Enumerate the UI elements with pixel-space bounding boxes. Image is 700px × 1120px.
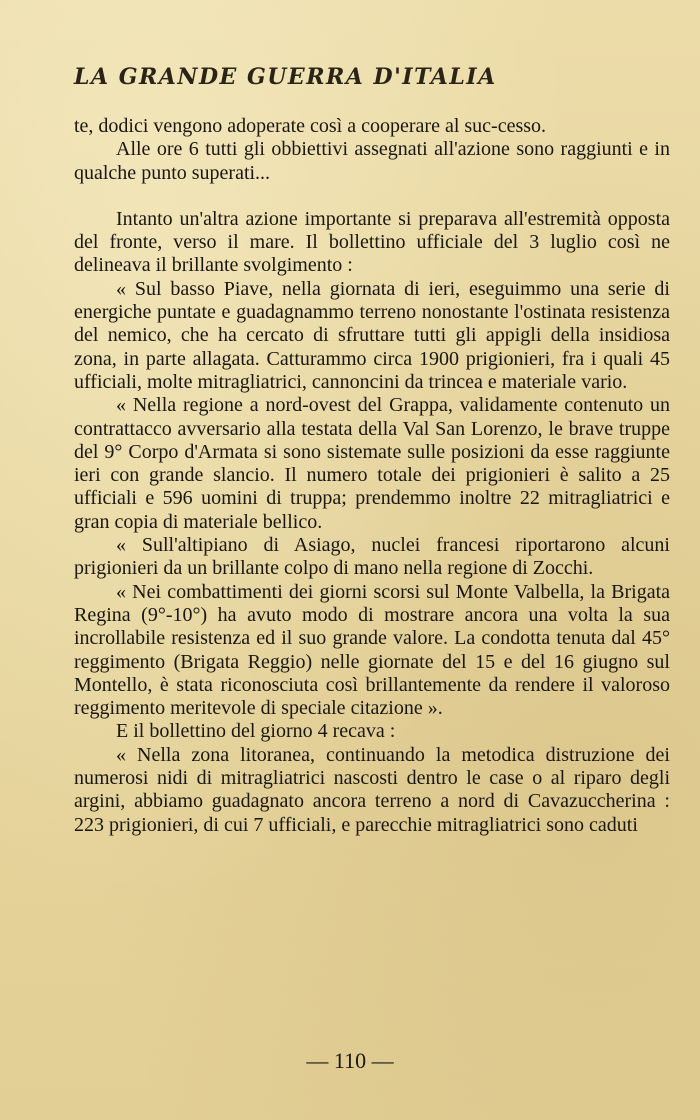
body-text — [74, 115, 670, 837]
paragraph: « Nei combattimenti dei giorni scorsi sul Monte Valbella, la Brigata Regina (9°-10°) ha avuto modo di mostrare ancora una volta la sua incrollabile resistenza ed il suo grande valore. La condotta tenuta dal 45° reggimento (Brigata Reggio) nelle giornate del 15 e del 16 giugno sul Montello, è stata riconosciuta così brillantemente da rendere il valoroso reggimento meritevole di speciale citazione ». — [74, 580, 670, 720]
paragraph: « Sull'altipiano di Asiago, nuclei francesi riportarono alcuni prigionieri da un brillante colpo di mano nella regione di Zocchi. — [74, 534, 670, 580]
page-number: — 110 — — [306, 1048, 394, 1073]
paragraph: « Sul basso Piave, nella giornata di ieri, eseguimmo una serie di energiche puntate e guadagnammo terreno nonostante l'ostinata resistenza del nemico, che ha cercato di sfruttare tutti gli appigli della insidiosa zona, in parte allagata. Catturammo circa 1900 prigionieri, fra i quali 45 ufficiali, molte mitragliatrici, cannoncini da trincea e materiale vario. — [74, 277, 670, 393]
paragraph: Intanto un'altra azione importante si preparava all'estremità opposta del fronte, verso il mare. Il bollettino ufficiale del 3 luglio così ne delineava il brillante svolgimento : — [74, 207, 670, 277]
paragraph: « Nella zona litoranea, continuando la metodica distruzione dei numerosi nidi di mitragliatrici nascosti dentro le case o al riparo degli argini, abbiamo guadagnato ancora terreno a nord di Cavazuccherina : 223 prigionieri, di cui 7 ufficiali, e parecchie mitragliatrici sono caduti — [74, 743, 670, 836]
paragraph: « Nella regione a nord-ovest del Grappa, validamente contenuto un contrattacco avversario alla testata della Val San Lorenzo, le brave truppe del 9° Corpo d'Armata si sono sistemate sulle posizioni da esse raggiunte ieri con grande slancio. Il numero totale dei prigionieri è salito a 25 ufficiali e 596 uomini di truppa; prendemmo inoltre 22 mitragliatrici e gran copia di materiale bellico. — [74, 394, 670, 533]
paragraph: E il bollettino del giorno 4 recava : — [116, 720, 396, 743]
running-head: LA GRANDE GUERRA D'ITALIA — [74, 64, 497, 90]
paragraph: te, dodici vengono adoperate così a cooperare al suc-cesso. — [74, 115, 547, 137]
paragraph: Alle ore 6 tutti gli obbiettivi assegnati all'azione sono raggiunti e in qualche punto superati... — [74, 138, 670, 184]
